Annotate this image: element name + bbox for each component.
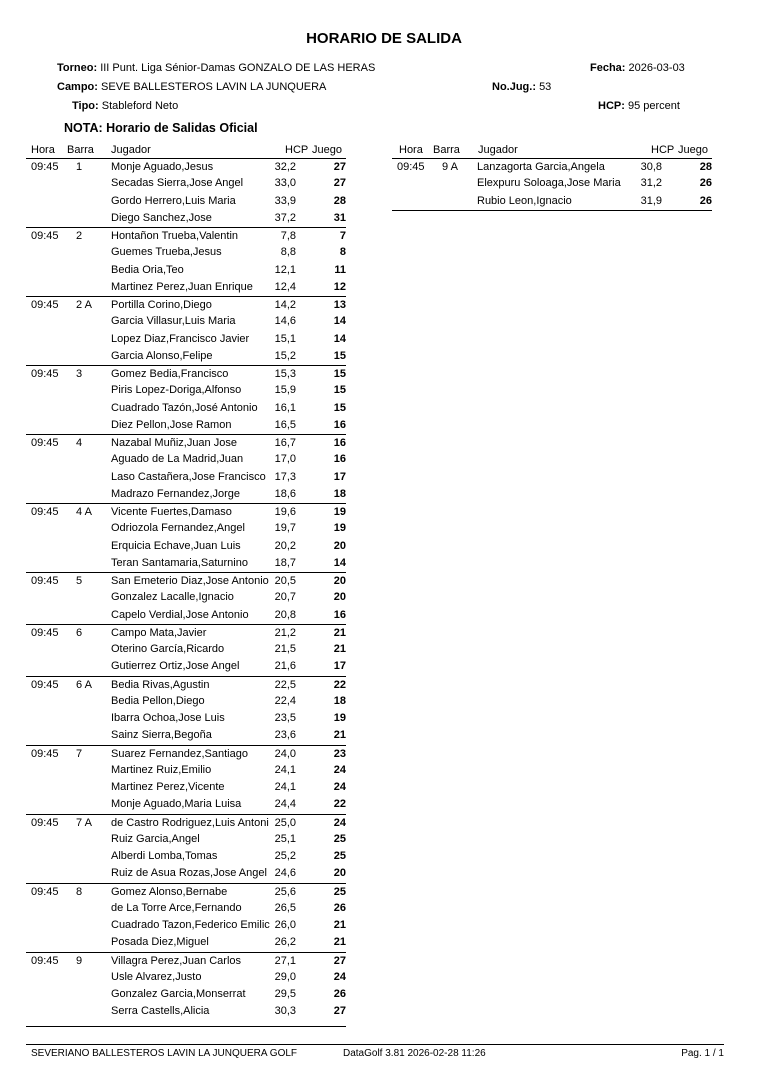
tee-time: 09:45: [31, 437, 59, 449]
torneo-row: [57, 62, 375, 74]
tee-number: 9 A: [442, 161, 458, 173]
player-hcp: 15,1: [274, 332, 296, 345]
tee-time: 09:45: [31, 747, 59, 760]
tee-time: 09:45: [31, 299, 59, 311]
player-juego: 16: [333, 453, 346, 466]
tee-number: 6: [76, 626, 83, 639]
player-juego: 15: [333, 368, 346, 380]
table-row: [26, 624, 346, 641]
tee-time: 09:45: [31, 230, 59, 242]
player-name: Gomez Bedia,Francisco: [111, 368, 229, 380]
tipo-row: [72, 100, 178, 112]
player-hcp: 17,0: [274, 453, 296, 466]
torneo-label: Torneo:: [57, 62, 98, 74]
player-name: Martinez Perez,Juan Enrique: [111, 280, 253, 293]
player-name: Gomez Alonso,Bernabe: [111, 885, 228, 898]
right-header-hcp: HCP: [651, 144, 675, 156]
player-name: Garcia Alonso,Felipe: [111, 349, 213, 362]
table-row: [26, 952, 346, 969]
player-name: Bedia Oria,Teo: [111, 263, 184, 276]
player-hcp: 20,8: [274, 608, 296, 621]
table-row: [26, 745, 346, 762]
player-hcp: 32,2: [274, 161, 296, 173]
tee-time: 09:45: [31, 954, 59, 967]
player-name: Suarez Fernandez,Santiago: [111, 747, 248, 760]
player-juego: 13: [333, 299, 346, 311]
table-row: [26, 710, 346, 727]
player-name: Bedia Rivas,Agustin: [111, 678, 210, 691]
player-juego: 16: [333, 608, 346, 621]
left-header-juego: Juego: [312, 144, 342, 156]
player-hcp: 20,5: [274, 575, 296, 587]
player-hcp: 15,2: [274, 349, 296, 362]
player-name: Nazabal Muñiz,Juan Jose: [111, 437, 237, 449]
player-hcp: 24,6: [274, 867, 296, 880]
player-juego: 19: [333, 506, 346, 518]
nojug-label: No.Jug.:: [492, 81, 536, 93]
player-hcp: 21,6: [274, 660, 296, 673]
player-name: Cuadrado Tazon,Federico Emilic: [111, 919, 270, 931]
player-hcp: 25,1: [274, 832, 296, 845]
player-hcp: 21,2: [274, 626, 296, 639]
player-hcp: 26,2: [274, 936, 296, 949]
table-row: [26, 520, 346, 537]
player-juego: 15: [333, 384, 346, 397]
table-row: [26, 917, 346, 934]
tee-number: 7: [76, 747, 83, 760]
player-hcp: 25,6: [274, 885, 296, 898]
player-juego: 28: [699, 161, 712, 173]
player-hcp: 33,0: [274, 177, 296, 190]
player-name: Hontañon Trueba,Valentin: [111, 230, 238, 242]
player-juego: 24: [333, 970, 346, 983]
player-name: Campo Mata,Javier: [111, 626, 207, 639]
player-hcp: 20,2: [274, 539, 296, 552]
player-name: Diez Pellon,Jose Ramon: [111, 418, 232, 431]
player-name: Martinez Ruiz,Emilio: [111, 763, 212, 776]
player-hcp: 15,9: [274, 384, 296, 397]
table-row: [26, 900, 346, 917]
player-juego: 26: [699, 177, 712, 190]
player-name: Ibarra Ochoa,Jose Luis: [111, 712, 225, 724]
player-hcp: 27,1: [274, 954, 296, 967]
player-juego: 15: [333, 401, 346, 414]
table-row: [26, 796, 346, 813]
table-row: [26, 158, 346, 175]
player-juego: 19: [333, 712, 346, 724]
player-name: de Castro Rodriguez,Luis Antoni: [111, 816, 269, 829]
player-name: Madrazo Fernandez,Jorge: [111, 487, 241, 500]
player-name: Cuadrado Tazón,José Antonio: [111, 401, 258, 414]
player-juego: 17: [333, 660, 346, 673]
player-name: Monje Aguado,Jesus: [111, 161, 214, 173]
hcp-row: [598, 100, 680, 112]
table-row: [392, 175, 712, 192]
right-header-jugador: Jugador: [478, 144, 518, 156]
player-name: Garcia Villasur,Luis Maria: [111, 315, 236, 328]
player-name: Guemes Trueba,Jesus: [111, 246, 222, 259]
player-juego: 25: [333, 850, 346, 862]
player-name: Monje Aguado,Maria Luisa: [111, 798, 242, 811]
table-row: [26, 417, 346, 434]
player-hcp: 24,1: [274, 781, 296, 793]
player-juego: 24: [333, 816, 346, 829]
player-name: Diego Sanchez,Jose: [111, 211, 212, 224]
player-name: Gonzalez Lacalle,Ignacio: [111, 591, 234, 604]
left-header-jugador: Jugador: [111, 144, 151, 156]
player-hcp: 29,0: [274, 970, 296, 983]
player-juego: 27: [333, 954, 346, 967]
player-hcp: 23,5: [274, 712, 296, 724]
footer-rule: [26, 1044, 724, 1045]
hcp-label: HCP:: [598, 100, 625, 112]
tee-time: 09:45: [31, 506, 59, 518]
player-juego: 21: [333, 729, 346, 742]
player-name: Bedia Pellon,Diego: [111, 694, 205, 707]
player-name: Aguado de La Madrid,Juan: [111, 453, 244, 466]
player-name: Serra Castells,Alicia: [111, 1005, 210, 1018]
table-row: [26, 986, 346, 1003]
player-hcp: 16,5: [274, 418, 296, 431]
page-title: HORARIO DE SALIDA: [306, 30, 462, 47]
table-row: [26, 262, 346, 279]
player-hcp: 24,4: [274, 798, 296, 811]
table-row: [26, 538, 346, 555]
table-row: [26, 400, 346, 417]
footer-software: DataGolf 3.81 2026-02-28 11:26: [343, 1048, 486, 1059]
player-hcp: 26,0: [274, 919, 296, 931]
table-row: [26, 382, 346, 399]
player-name: Gordo Herrero,Luis Maria: [111, 194, 236, 207]
table-row: [26, 762, 346, 779]
player-name: Secadas Sierra,Jose Angel: [111, 177, 244, 190]
player-juego: 18: [333, 487, 346, 500]
tee-number: 2 A: [76, 299, 92, 311]
player-name: Alberdi Lomba,Tomas: [111, 850, 218, 862]
player-name: Odriozola Fernandez,Angel: [111, 522, 245, 535]
player-name: Ruiz Garcia,Angel: [111, 832, 200, 845]
tee-number: 9: [76, 954, 83, 967]
fecha-value: 2026-03-03: [628, 62, 685, 74]
player-hcp: 25,0: [274, 816, 296, 829]
tee-number: 2: [76, 230, 83, 242]
table-row: [26, 296, 346, 313]
table-row: [26, 607, 346, 624]
player-juego: 21: [333, 643, 346, 655]
nojug-row: [492, 81, 551, 93]
right-header-barra: Barra: [433, 144, 460, 156]
table-row: [26, 175, 346, 192]
player-hcp: 31,9: [640, 194, 662, 207]
table-row: [26, 434, 346, 451]
fecha-label: Fecha:: [590, 62, 626, 74]
player-name: Posada Diez,Miguel: [111, 936, 209, 949]
player-hcp: 12,4: [274, 280, 296, 293]
right-table-bottom-rule: [392, 210, 712, 211]
player-juego: 16: [333, 437, 346, 449]
player-juego: 17: [333, 470, 346, 483]
player-hcp: 30,8: [640, 161, 662, 173]
player-name: Martinez Perez,Vicente: [111, 781, 225, 793]
table-row: [26, 451, 346, 468]
table-row: [26, 831, 346, 848]
player-hcp: 16,1: [274, 401, 296, 414]
tee-number: 4: [76, 437, 83, 449]
table-row: [26, 814, 346, 831]
player-hcp: 14,2: [274, 299, 296, 311]
left-header-barra: Barra: [67, 144, 94, 156]
player-juego: 28: [333, 194, 346, 207]
nota-heading: NOTA: Horario de Salidas Oficial: [64, 121, 258, 135]
player-hcp: 15,3: [274, 368, 296, 380]
player-juego: 26: [333, 988, 346, 1000]
player-hcp: 8,8: [280, 246, 296, 259]
table-row: [26, 555, 346, 572]
tee-time: 09:45: [31, 575, 59, 587]
player-name: Gonzalez Garcia,Monserrat: [111, 988, 246, 1000]
torneo-value: III Punt. Liga Sénior-Damas GONZALO DE LAS HERAS: [100, 62, 376, 74]
footer-club: SEVERIANO BALLESTEROS LAVIN LA JUNQUERA GOLF: [31, 1048, 298, 1059]
player-hcp: 33,9: [274, 194, 296, 207]
table-row: [26, 676, 346, 693]
table-row: [392, 193, 712, 210]
player-hcp: 26,5: [274, 901, 296, 914]
left-table-bottom-rule: [26, 1026, 346, 1027]
player-name: Capelo Verdial,Jose Antonio: [111, 608, 249, 621]
player-hcp: 22,4: [274, 694, 296, 707]
player-hcp: 37,2: [274, 211, 296, 224]
player-hcp: 24,1: [274, 763, 296, 776]
campo-label: Campo:: [57, 81, 98, 93]
fecha-row: [590, 62, 685, 74]
table-row: [26, 193, 346, 210]
player-juego: 25: [333, 832, 346, 845]
player-hcp: 29,5: [274, 988, 296, 1000]
player-hcp: 17,3: [274, 470, 296, 483]
player-juego: 12: [333, 280, 346, 293]
tee-number: 6 A: [76, 678, 92, 691]
player-name: Rubio Leon,Ignacio: [477, 194, 572, 207]
table-row: [26, 934, 346, 951]
player-hcp: 25,2: [274, 850, 296, 862]
player-juego: 14: [333, 332, 346, 345]
player-name: Vicente Fuertes,Damaso: [111, 506, 232, 518]
player-juego: 26: [699, 194, 712, 207]
player-juego: 21: [333, 919, 346, 931]
tee-time: 09:45: [31, 161, 59, 173]
table-row: [26, 865, 346, 882]
table-row: [26, 348, 346, 365]
player-name: Gutierrez Ortiz,Jose Angel: [111, 660, 240, 673]
table-row: [26, 779, 346, 796]
player-juego: 20: [333, 575, 346, 587]
player-juego: 20: [333, 539, 346, 552]
player-juego: 19: [333, 522, 346, 535]
table-row: [26, 365, 346, 382]
tee-time: 09:45: [31, 368, 59, 380]
table-row: [26, 883, 346, 900]
tee-number: 5: [76, 575, 83, 587]
footer-page: Pag. 1 / 1: [681, 1048, 724, 1059]
player-name: Sainz Sierra,Begoña: [111, 729, 212, 742]
player-juego: 22: [333, 798, 346, 811]
player-name: Ruiz de Asua Rozas,Jose Angel: [111, 867, 267, 880]
player-name: Lanzagorta Garcia,Angela: [477, 161, 605, 173]
left-header-hora: Hora: [31, 144, 55, 156]
player-hcp: 12,1: [274, 263, 296, 276]
player-juego: 21: [333, 626, 346, 639]
table-row: [26, 969, 346, 986]
table-row: [26, 641, 346, 658]
right-header-hora: Hora: [399, 144, 423, 156]
table-row: [26, 210, 346, 227]
player-hcp: 24,0: [274, 747, 296, 760]
table-row: [26, 244, 346, 261]
tee-time: 09:45: [31, 626, 59, 639]
player-hcp: 14,6: [274, 315, 296, 328]
player-juego: 26: [333, 901, 346, 914]
table-row: [26, 313, 346, 330]
player-name: Usle Alvarez,Justo: [111, 970, 202, 983]
player-juego: 11: [334, 263, 346, 276]
player-juego: 7: [339, 230, 346, 242]
player-juego: 16: [333, 418, 346, 431]
player-hcp: 23,6: [274, 729, 296, 742]
tee-number: 1: [76, 161, 83, 173]
table-row: [26, 469, 346, 486]
player-juego: 20: [333, 591, 346, 604]
table-row: [26, 486, 346, 503]
tee-number: 3: [76, 368, 83, 380]
table-row: [26, 572, 346, 589]
player-juego: 23: [333, 747, 346, 760]
player-juego: 24: [333, 781, 346, 793]
table-row: [26, 693, 346, 710]
player-hcp: 19,6: [274, 506, 296, 518]
campo-value: SEVE BALLESTEROS LAVIN LA JUNQUERA: [101, 81, 327, 93]
player-juego: 18: [333, 694, 346, 707]
right-schedule-table: [392, 158, 712, 210]
player-name: San Emeterio Diaz,Jose Antonio: [111, 575, 269, 587]
player-name: Lopez Diaz,Francisco Javier: [111, 332, 250, 345]
player-hcp: 7,8: [280, 230, 296, 242]
player-juego: 24: [333, 763, 346, 776]
tipo-value: Stableford Neto: [101, 100, 179, 112]
table-row: [26, 503, 346, 520]
player-hcp: 16,7: [274, 437, 296, 449]
tee-time: 09:45: [397, 161, 425, 173]
player-juego: 15: [333, 349, 346, 362]
player-name: Oterino García,Ricardo: [111, 643, 225, 655]
table-row: [26, 848, 346, 865]
player-juego: 21: [333, 936, 346, 949]
player-name: Elexpuru Soloaga,Jose Maria: [477, 177, 621, 190]
nojug-value: 53: [539, 81, 552, 93]
table-row: [26, 658, 346, 675]
table-row: [26, 331, 346, 348]
tee-number: 4 A: [76, 506, 92, 518]
left-schedule-table: [26, 158, 346, 1021]
player-juego: 27: [333, 1005, 346, 1018]
player-hcp: 18,6: [274, 487, 296, 500]
table-row: [26, 1003, 346, 1020]
table-row: [392, 158, 712, 175]
player-name: de La Torre Arce,Fernando: [111, 901, 242, 914]
right-header-juego: Juego: [678, 144, 708, 156]
player-name: Piris Lopez-Doriga,Alfonso: [111, 384, 242, 397]
player-juego: 8: [339, 246, 346, 259]
player-hcp: 22,5: [274, 678, 296, 691]
player-juego: 27: [333, 177, 346, 190]
tee-time: 09:45: [31, 885, 59, 898]
tipo-label: Tipo:: [72, 100, 99, 112]
player-juego: 14: [333, 556, 346, 569]
campo-row: [57, 81, 326, 93]
player-hcp: 20,7: [274, 591, 296, 604]
player-hcp: 30,3: [274, 1005, 296, 1018]
player-juego: 27: [333, 161, 346, 173]
tee-number: 8: [76, 885, 83, 898]
player-juego: 14: [333, 315, 346, 328]
player-juego: 20: [333, 867, 346, 880]
player-juego: 31: [333, 211, 346, 224]
left-header-hcp: HCP: [285, 144, 309, 156]
tee-time: 09:45: [31, 816, 59, 829]
table-row: [26, 589, 346, 606]
player-hcp: 19,7: [274, 522, 296, 535]
table-row: [26, 727, 346, 744]
player-name: Villagra Perez,Juan Carlos: [111, 954, 242, 967]
player-hcp: 21,5: [274, 643, 296, 655]
player-name: Erquicia Echave,Juan Luis: [111, 539, 241, 552]
tee-time: 09:45: [31, 678, 59, 691]
player-hcp: 31,2: [640, 177, 662, 190]
player-hcp: 18,7: [274, 556, 296, 569]
table-row: [26, 279, 346, 296]
tee-number: 7 A: [76, 816, 92, 829]
hcp-value: 95 percent: [627, 100, 680, 112]
player-name: Portilla Corino,Diego: [111, 299, 212, 311]
player-juego: 22: [333, 678, 346, 691]
player-name: Laso Castañera,Jose Francisco: [111, 470, 266, 483]
player-name: Teran Santamaria,Saturnino: [111, 556, 248, 569]
player-juego: 25: [333, 885, 346, 898]
table-row: [26, 227, 346, 244]
